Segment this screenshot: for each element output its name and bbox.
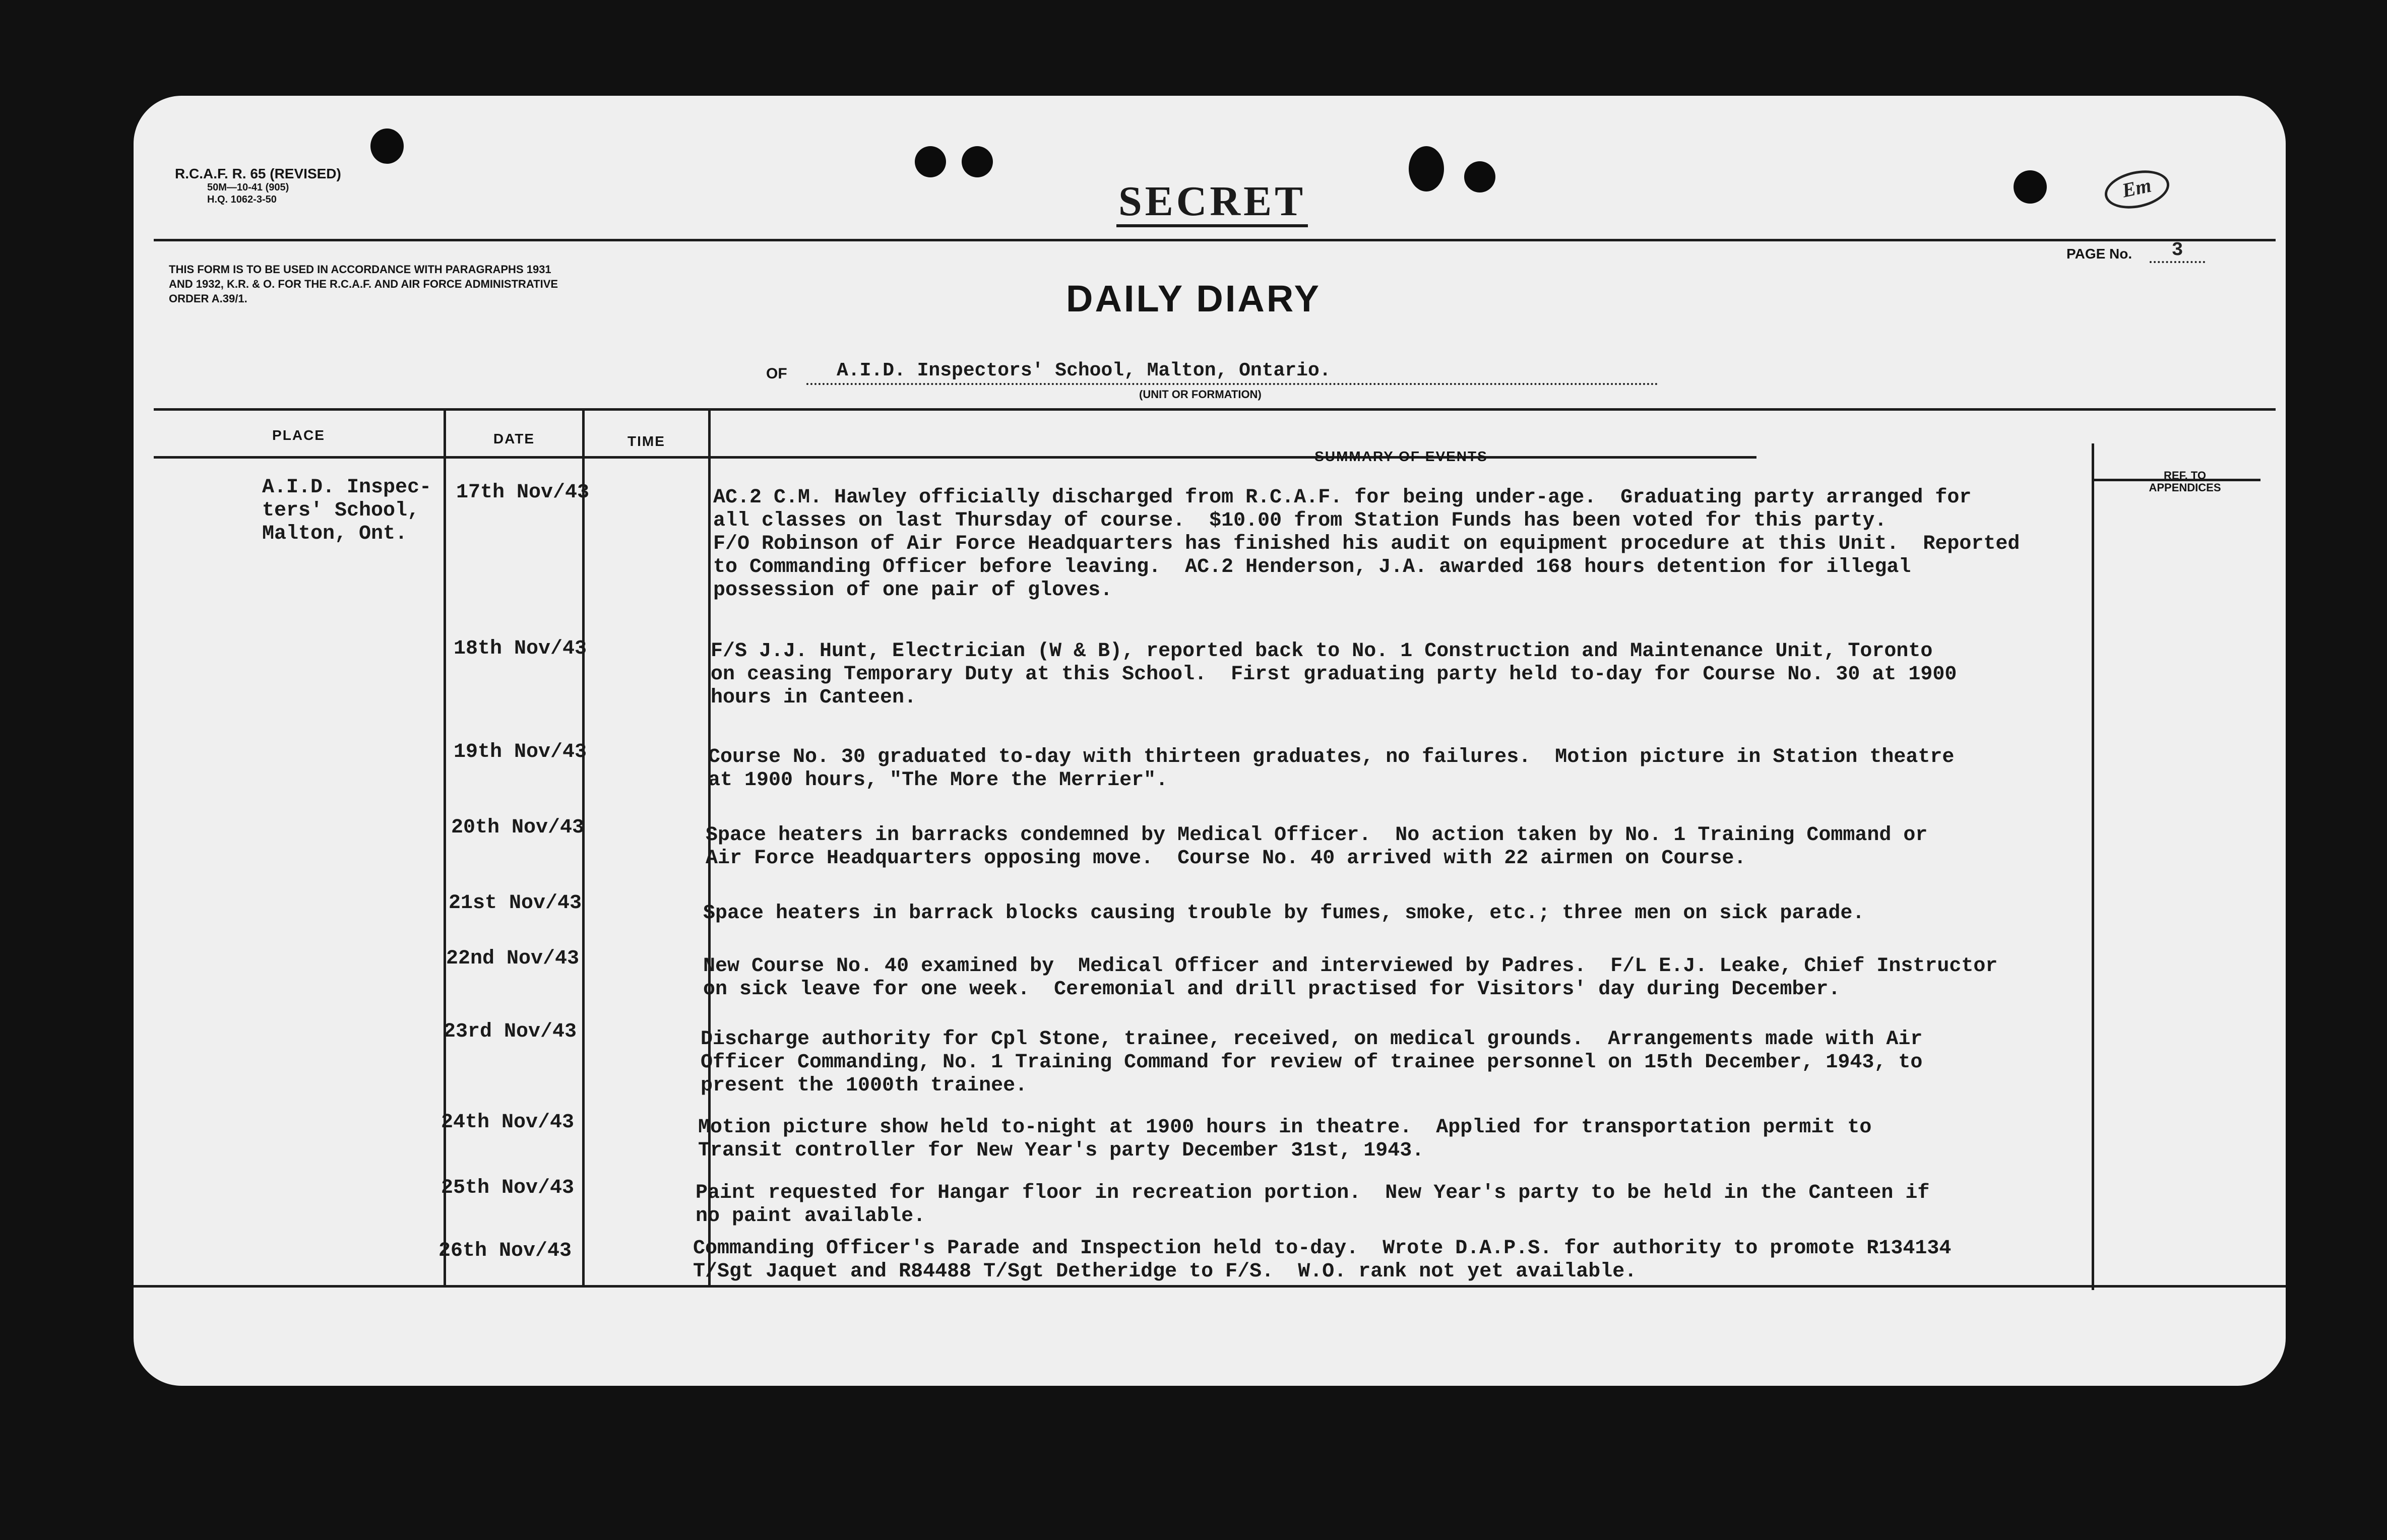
entry-date: 22nd Nov/43 [446, 947, 580, 970]
punch-hole [1464, 161, 1495, 192]
unit-prefix: OF [766, 365, 787, 382]
table-top-rule [154, 408, 2276, 411]
entry-date: 19th Nov/43 [454, 741, 587, 763]
entry-summary: Paint requested for Hangar floor in recreation portion. New Year's party to be held in the Canteen if no paint available. [696, 1182, 1930, 1228]
entry-date: 21st Nov/43 [449, 892, 582, 915]
entry-summary: Space heaters in barrack blocks causing trouble by fumes, smoke, etc.; three men on sick parade. [703, 902, 1865, 925]
page-number-label: PAGE No. [2066, 246, 2132, 262]
entry-summary: AC.2 C.M. Hawley officially discharged from R.C.A.F. for being under-age. Graduating party arranged for all classes on last Thursday of course. $10.00 from Station Funds has been voted for this party. F/O Robinson of Air Force Headquarters has finished his audit on equipment procedure at this Unit. Reported to Commanding Officer before leaving. AC.2 Henderson, J.A. awarded 168 hours detention for illegal possession of one pair of gloves. [713, 486, 2020, 602]
punch-hole [962, 146, 993, 177]
unit-name: A.I.D. Inspectors' School, Malton, Ontario. [837, 360, 1331, 381]
punch-hole [915, 146, 946, 177]
unit-caption: (UNIT OR FORMATION) [1139, 388, 1262, 401]
entry-summary: Commanding Officer's Parade and Inspection held to-day. Wrote D.A.P.S. for authority to promote R134134 T/Sgt Jaquet and R84488 T/Sgt Detheridge to F/S. W.O. rank not yet available. [693, 1237, 1952, 1283]
entry-date: 26th Nov/43 [438, 1240, 572, 1262]
column-header-time: TIME [627, 433, 665, 449]
entry-summary: Discharge authority for Cpl Stone, trainee, received, on medical grounds. Arrangements made with Air Officer Commanding, No. 1 Training Command for review of trainee personnel on 15th December, 1943, to present the 1000th trainee. [701, 1028, 1923, 1097]
column-divider [582, 408, 585, 1285]
classification-heading: SECRET [1116, 179, 1308, 227]
column-header-ref: REF. TO APPENDICES [2149, 469, 2221, 494]
entry-summary: Space heaters in barracks condemned by Medical Officer. No action taken by No. 1 Training Command or Air Force Headquarters opposing move. Course No. 40 arrived with 22 airmen on Course. [706, 824, 1928, 870]
form-code-line: 50M—10-41 (905) [207, 182, 289, 193]
entry-summary: F/S J.J. Hunt, Electrician (W & B), reported back to No. 1 Construction and Maintenance Unit, Toronto on ceasing Temporary Duty at this School. First graduating party held to-day for Course No. 30 at 1900 hours in Canteen. [711, 640, 1957, 709]
form-instructions: THIS FORM IS TO BE USED IN ACCORDANCE WITH PARAGRAPHS 1931 AND 1932, K.R. & O. FOR THE R.C.A.F. AND AIR FORCE ADMINISTRATIVE ORDER A.39/1. [169, 263, 558, 305]
form-code [175, 166, 341, 206]
form-code-line: R.C.A.F. R. 65 (REVISED) [175, 166, 341, 181]
entry-summary: Motion picture show held to-night at 1900 hours in theatre. Applied for transportation permit to Transit controller for New Year's party December 31st, 1943. [698, 1116, 1872, 1162]
column-header-place: PLACE [272, 427, 325, 443]
entry-summary: New Course No. 40 examined by Medical Officer and interviewed by Padres. F/L E.J. Leake, Chief Instructor on sick leave for one week. Ceremonial and drill practised for Visitors' day during December. [703, 955, 1998, 1001]
entry-date: 17th Nov/43 [456, 481, 590, 504]
page-number: 3 [2150, 239, 2205, 263]
unit-field [806, 358, 1658, 385]
entry-date: 25th Nov/43 [441, 1177, 575, 1199]
table-bottom-rule [134, 1285, 2286, 1288]
entry-summary: Course No. 30 graduated to-day with thirteen graduates, no failures. Motion picture in Station theatre at 1900 hours, "The More the Merrier". [708, 746, 1955, 792]
punch-hole [370, 129, 404, 164]
column-header-date: DATE [493, 431, 535, 446]
header-rule [154, 239, 2276, 241]
punch-hole [2014, 170, 2047, 204]
place-cell: A.I.D. Inspec- ters' School, Malton, Ont. [262, 476, 432, 545]
punch-hole [1409, 146, 1444, 191]
column-divider [444, 408, 446, 1285]
initials-stamp: Em [2101, 165, 2173, 214]
page-title: DAILY DIARY [1066, 278, 1321, 319]
column-divider [2092, 443, 2094, 1290]
column-header-summary: SUMMARY OF EVENTS [1314, 448, 1488, 464]
entry-date: 20th Nov/43 [451, 816, 585, 839]
entry-date: 24th Nov/43 [441, 1111, 575, 1134]
entry-date: 18th Nov/43 [454, 637, 587, 660]
diary-form-sheet [134, 96, 2286, 1386]
entry-date: 23rd Nov/43 [444, 1020, 577, 1043]
form-code-line: H.Q. 1062-3-50 [207, 194, 277, 205]
